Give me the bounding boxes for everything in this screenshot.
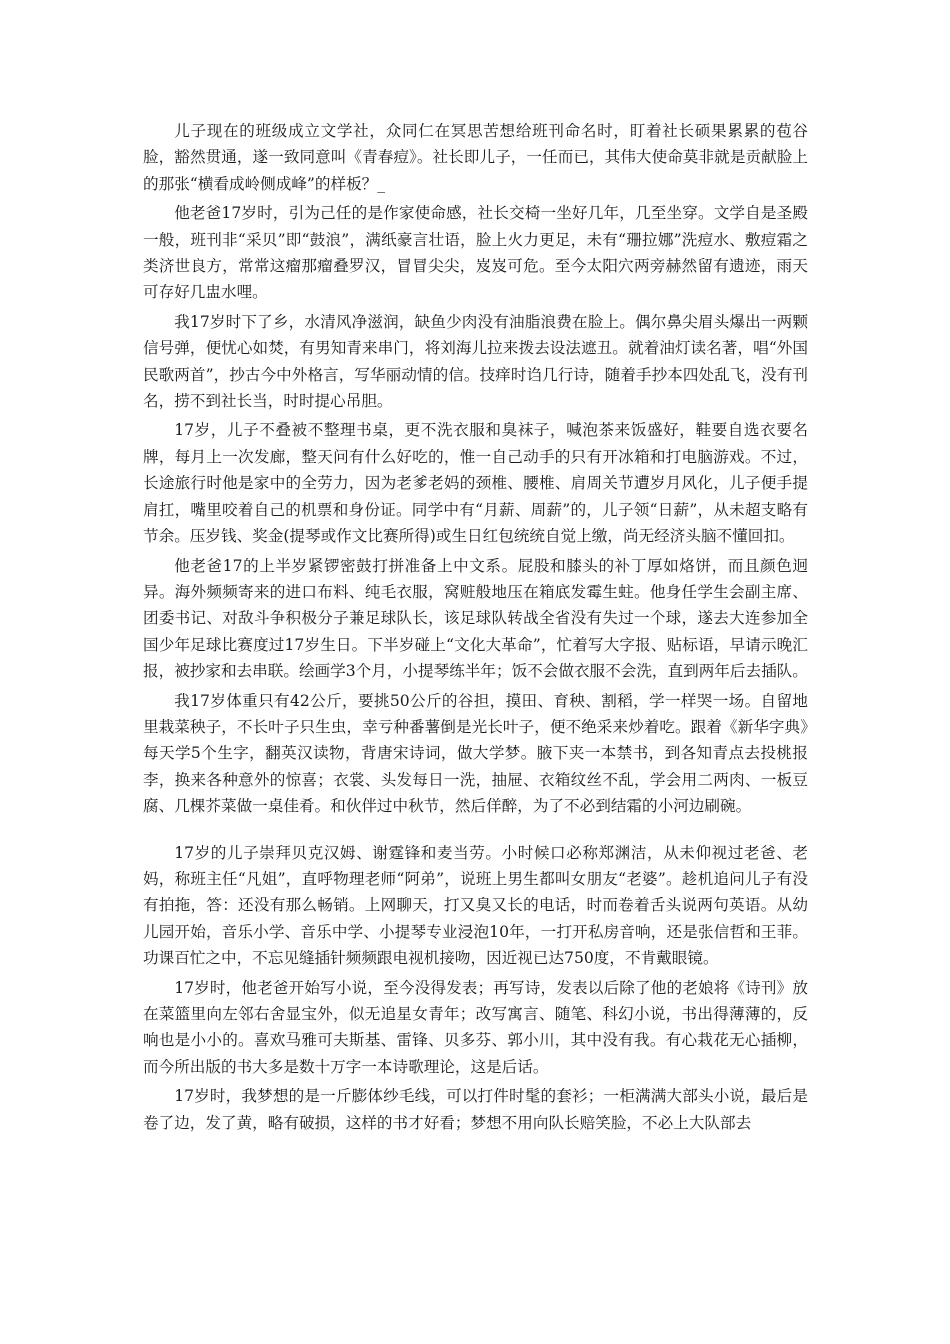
- paragraph: 17岁，儿子不叠被不整理书桌，更不洗衣服和臭袜子，喊泡茶来饭盛好，鞋要自选衣要名牌，每月上一次发廊，整天问有什么好吃的，惟一自己动手的只有开冰箱和打电脑游戏。不过，长途旅行时他是家中的全劳力，因为老爹老妈的颈椎、腰椎、肩周关节遭岁月风化，儿子便手提肩扛，嘴里咬着自己的机票和身份证。同学中有“月薪、周薪”的，儿子领“日薪”，从未超支略有节余。压岁钱、奖金(提琴或作文比赛所得)或生日红包统统自觉上缴，尚无经济头脑不懂回扣。: [143, 421, 808, 546]
- paragraph: 他老爸17岁时，引为己任的是作家使命感，社长交椅一坐好几年，几至坐穿。文学自是圣殿一般，班刊非“采贝”即“鼓浪”，满纸豪言壮语，脸上火力更足，未有“珊拉娜”洗痘水、敷痘霜之类济世良方，常常这瘤那瘤叠罗汉，冒冒尖尖，岌岌可危。至今太阳穴两旁赫然留有遗迹，雨天可存好几盅水哩。: [143, 204, 808, 302]
- paragraph: 17岁时，我梦想的是一斤膨体纱毛线，可以打件时髦的套衫；一柜满满大部头小说，最后是卷了边，发了黄，略有破损，这样的书才好看；梦想不用向队长赔笑脸，不必上大队部去: [143, 1087, 808, 1132]
- paragraph: 17岁时，他老爸开始写小说，至今没得发表；再写诗，发表以后除了他的老娘将《诗刊》放在菜篮里向左邻右舍显宝外，似无追星女青年；改写寓言、随笔、科幻小说，书出得薄薄的，反响也是小小的。喜欢马雅可夫斯基、雷锋、贝多芬、郭小川，其中没有我。有心栽花无心插柳，而今所出版的书大多是数十万字一本诗歌理论，这是后话。: [143, 978, 808, 1076]
- paragraph: 17岁的儿子崇拜贝克汉姆、谢霆锋和麦当劳。小时候口必称郑渊洁，从未仰视过老爸、老妈，称班主任“凡姐”，直呼物理老师“阿弟”，说班上男生都叫女朋友“老婆”。趁机追问儿子有没有拍拖，答：还没有那么畅销。上网聊天，打又臭又长的电话，时而卷着舌头说两句英语。从幼儿园开始，音乐小学、音乐中学、小提琴专业浸泡10年，一打开私房音响，还是张信哲和王菲。功课百忙之中，不忘见缝插针频频跟电视机接吻，因近视已达750度，不肯戴眼镜。: [143, 843, 808, 968]
- paragraph: 他老爸17的上半岁紧锣密鼓打拼准备上中文系。屁股和膝头的补丁厚如烙饼，而且颜色迥异。海外频频寄来的进口布料、纯毛衣服，窝赃般地压在箱底发霉生蛀。他身任学生会副主席、团委书记、对敌斗争积极分子兼足球队长，该足球队转战全省没有失过一个球，遂去大连参加全国少年足球比赛度过17岁生日。下半岁碰上“文化大革命”，忙着写大字报、贴标语，早请示晚汇报，被抄家和去串联。绘画学3个月，小提琴练半年；饭不会做衣服不会洗，直到两年后去插队。: [143, 556, 808, 681]
- document-body: [143, 118, 808, 1139]
- paragraph: 我17岁体重只有42公斤，要挑50公斤的谷担，摸田、育秧、割稻，学一样哭一场。自留地里栽菜秧子，不长叶子只生虫，幸亏种番薯倒是光长叶子，便不绝采来炒着吃。跟着《新华字典》每天学5个生字，翻英汉读物，背唐宋诗词，做大学梦。腋下夹一本禁书，到各知青点去投桃报李，换来各种意外的惊喜；衣裳、头发每日一洗，抽屉、衣箱纹丝不乱，学会用二两肉、一板豆腐、几棵芥菜做一桌佳肴。和伙伴过中秋节，然后佯醉，为了不必到结霜的小河边刷碗。: [143, 691, 808, 816]
- paragraph: 儿子现在的班级成立文学社，众同仁在冥思苦想给班刊命名时，盯着社长硕果累累的苞谷脸，豁然贯通，遂一致同意叫《青春痘》。社长即儿子，一任而已，其伟大使命莫非就是贡献脸上的那张“横看成岭侧成峰”的样板？_: [143, 122, 808, 193]
- paragraph: 我17岁时下了乡，水清风净滋润，缺鱼少肉没有油脂浪费在脸上。偶尔鼻尖眉头爆出一两颗信号弹，便忧心如焚，有男知青来串门，将刘海儿拉来拨去设法遮丑。就着油灯读名著，唱“外国民歌两首”，抄古今中外格言，写华丽动情的信。技痒时诌几行诗，随着手抄本四处乱飞，没有刊名，捞不到社长当，时时提心吊胆。: [143, 312, 808, 411]
